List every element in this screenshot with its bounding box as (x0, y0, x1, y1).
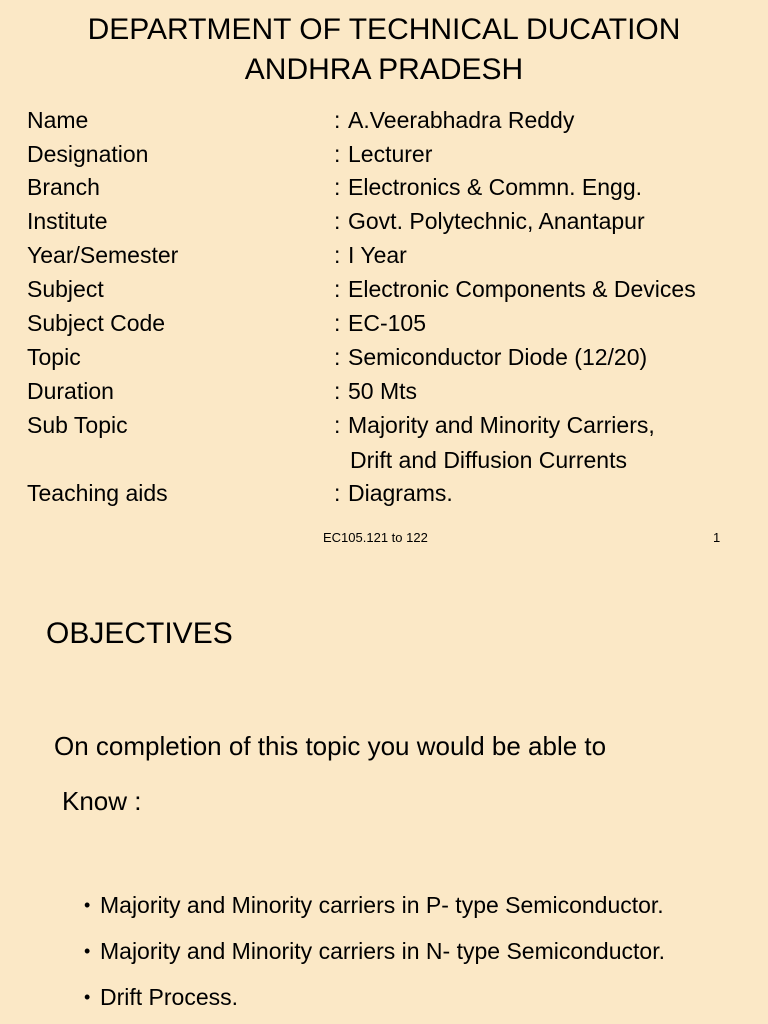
info-row-institute (0, 206, 768, 240)
objective-text: Drift Process. (100, 984, 239, 1010)
info-colon: : (334, 276, 341, 302)
info-value: 50 Mts (348, 378, 418, 404)
info-value: I Year (348, 242, 407, 268)
info-row-topic (0, 342, 768, 376)
info-colon: : (334, 242, 341, 268)
info-label: Subject Code (27, 310, 166, 336)
info-value: Semiconductor Diode (12/20) (348, 344, 648, 370)
info-row-subject-code (0, 308, 768, 342)
info-row-year-semester (0, 240, 768, 274)
info-colon: : (334, 107, 341, 133)
info-value: EC-105 (348, 310, 426, 336)
info-row-teaching-aids (0, 478, 768, 512)
slide-title-line-1: DEPARTMENT OF TECHNICAL DUCATION (87, 13, 681, 46)
bullet-dot-icon: • (84, 987, 91, 1007)
slide-footer-code: EC105.121 to 122 (323, 530, 428, 545)
info-colon: : (334, 378, 341, 404)
info-value: Majority and Minority Carriers, (348, 412, 655, 438)
info-value: Diagrams. (348, 480, 453, 506)
info-label: Designation (27, 141, 149, 167)
info-row-branch (0, 172, 768, 206)
info-value: A.Veerabhadra Reddy (348, 107, 575, 133)
info-label: Subject (27, 276, 104, 302)
info-label: Topic (27, 344, 81, 370)
info-label: Sub Topic (27, 412, 128, 438)
info-value: Lecturer (348, 141, 433, 167)
info-value: Electronic Components & Devices (348, 276, 696, 302)
info-row-duration (0, 376, 768, 410)
bullet-dot-icon: • (84, 941, 91, 961)
info-label: Duration (27, 378, 114, 404)
info-colon: : (334, 480, 341, 506)
info-colon: : (334, 174, 341, 200)
info-row-designation (0, 139, 768, 173)
objective-text: Majority and Minority carriers in P- type Semiconductor. (100, 892, 664, 918)
objective-bullet (84, 982, 238, 1012)
info-row-subject (0, 274, 768, 308)
objective-bullet (84, 890, 664, 920)
info-value: Govt. Polytechnic, Anantapur (348, 208, 645, 234)
info-colon: : (334, 344, 341, 370)
info-label: Teaching aids (27, 480, 168, 506)
info-colon: : (334, 141, 341, 167)
info-row-sub-topic-continuation (0, 445, 768, 479)
info-colon: : (334, 412, 341, 438)
info-label: Name (27, 107, 89, 133)
objectives-intro-line-1: On completion of this topic you would be able to (54, 731, 607, 761)
objectives-heading: OBJECTIVES (46, 617, 233, 650)
objective-text: Majority and Minority carriers in N- type Semiconductor. (100, 938, 665, 964)
info-colon: : (334, 310, 341, 336)
info-label: Year/Semester (27, 242, 179, 268)
info-row-sub-topic (0, 410, 768, 444)
info-colon: : (334, 208, 341, 234)
objective-bullet (84, 936, 665, 966)
info-label: Institute (27, 208, 108, 234)
slide-title-line-2: ANDHRA PRADESH (244, 53, 524, 86)
slide-page-number: 1 (713, 530, 721, 545)
objectives-intro-line-2: Know : (62, 786, 142, 816)
info-value-continuation: Drift and Diffusion Currents (350, 447, 627, 473)
info-value: Electronics & Commn. Engg. (348, 174, 643, 200)
info-label: Branch (27, 174, 100, 200)
slide-2 (0, 560, 768, 1024)
bullet-dot-icon: • (84, 895, 91, 915)
info-row-name (0, 105, 768, 139)
